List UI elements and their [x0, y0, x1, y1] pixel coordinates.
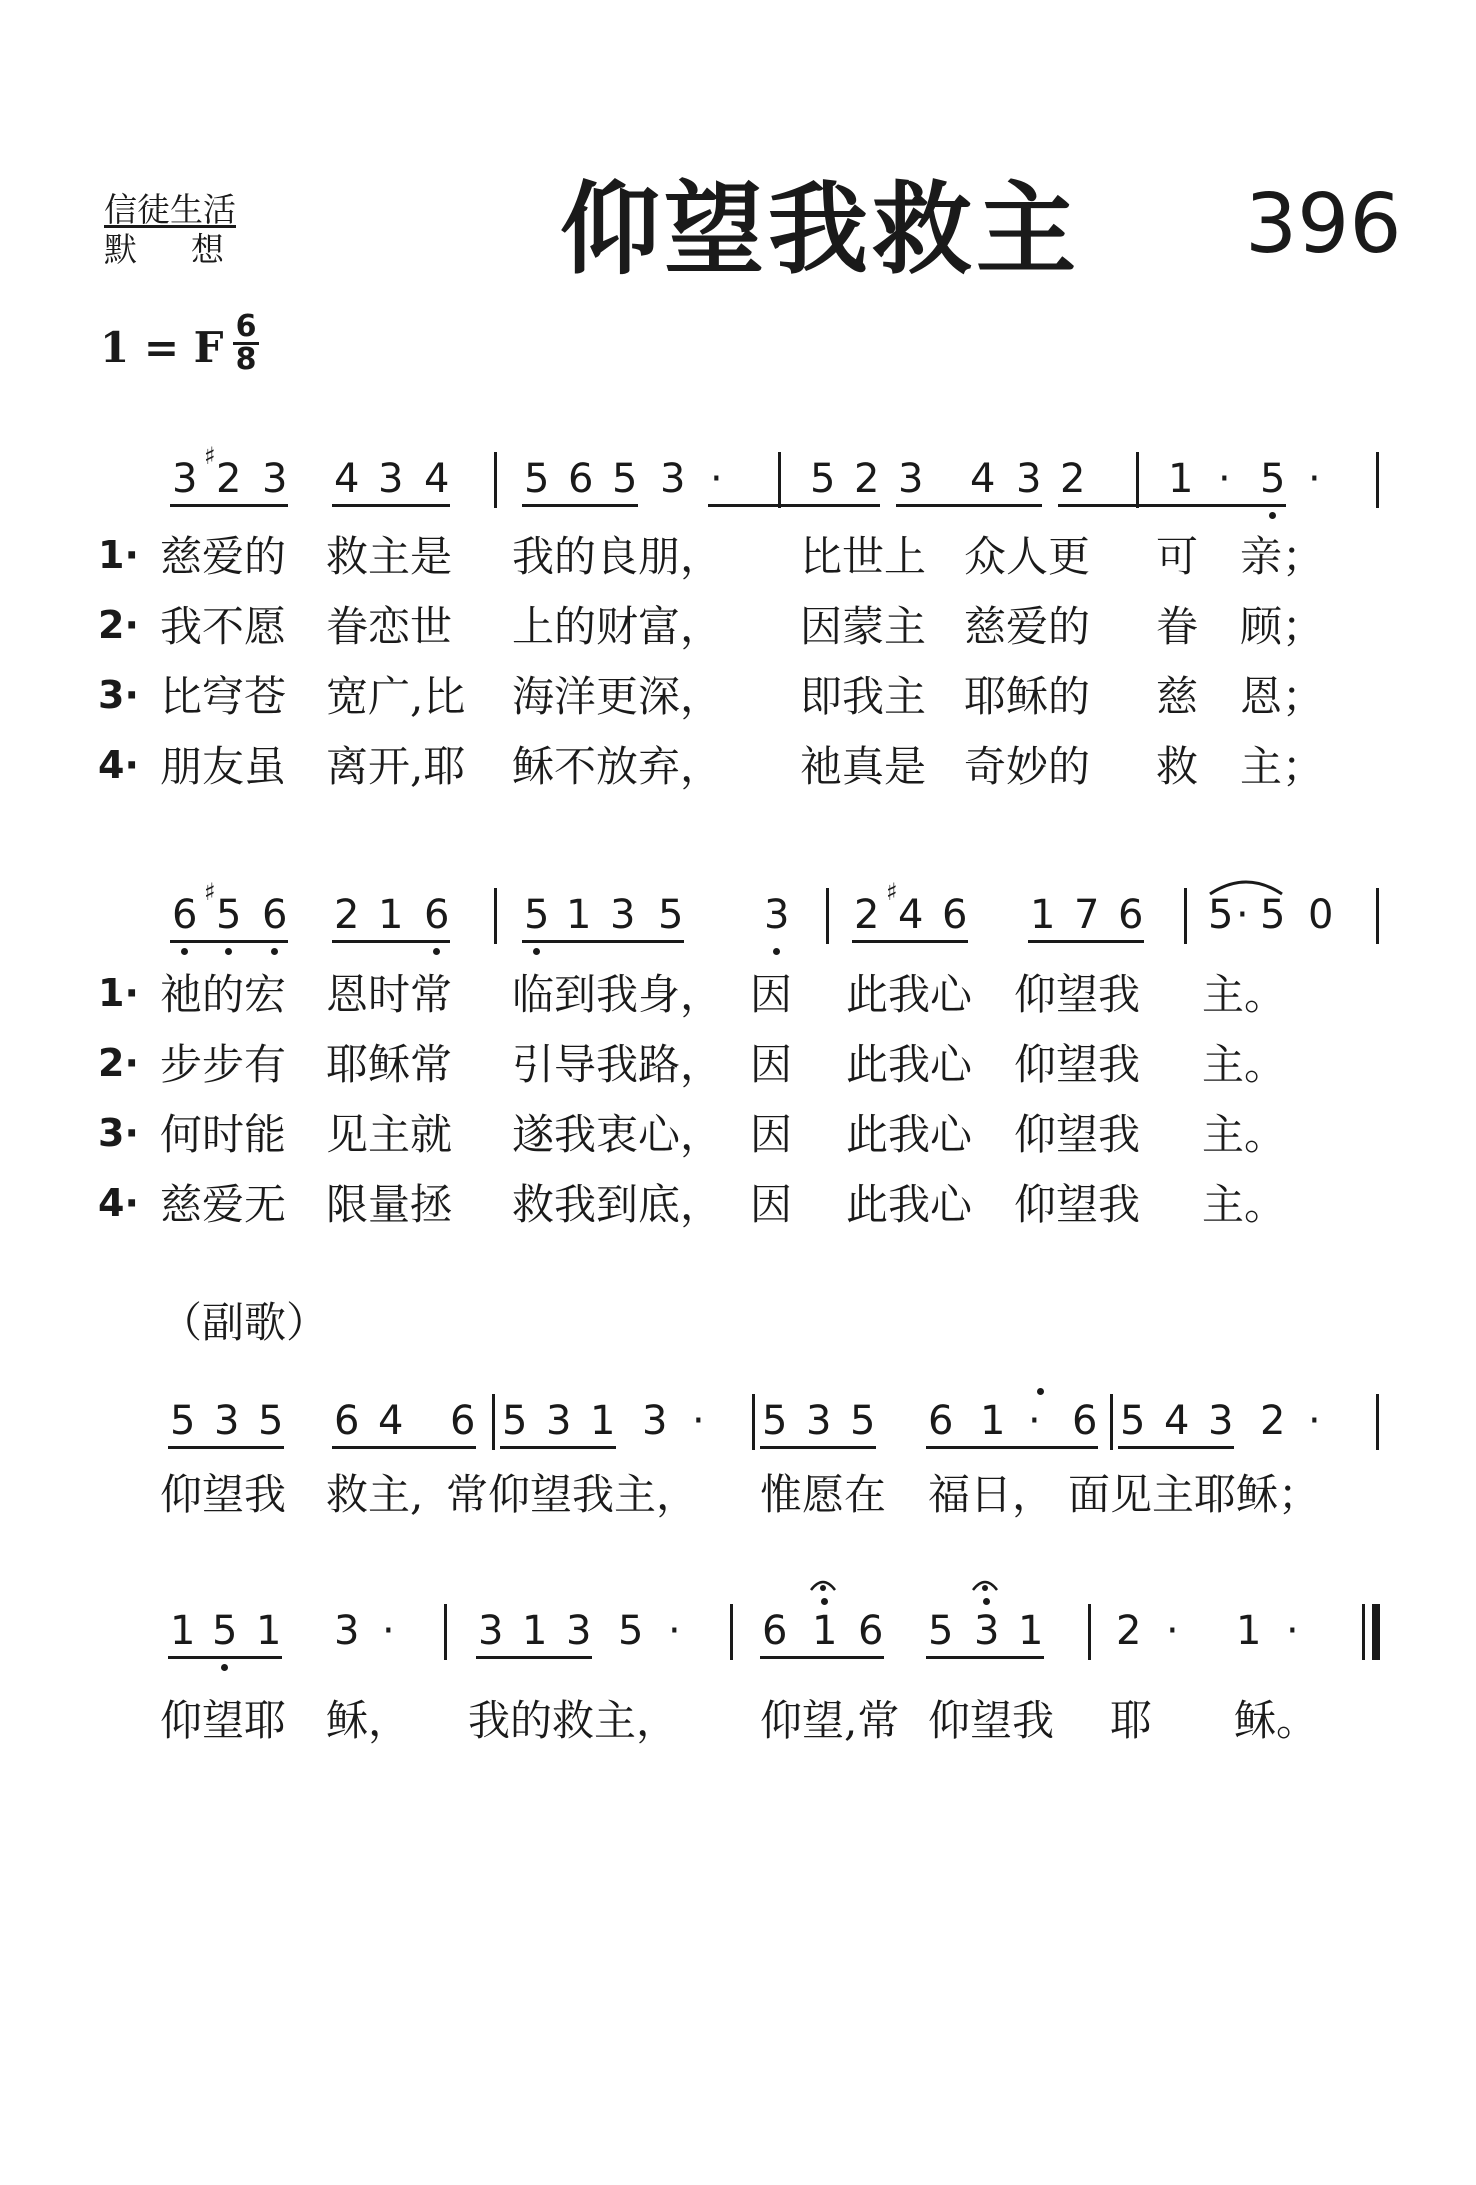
note-token: 6 [262, 892, 288, 938]
note-token: 5 [216, 892, 242, 938]
beam-underline [332, 940, 450, 943]
verse-number: 2· [98, 603, 139, 647]
note-token: 4 [378, 1398, 404, 1444]
bar-line [494, 452, 497, 508]
note-token: 4 [898, 892, 924, 938]
beam-underline [926, 1656, 1044, 1659]
note-token: 3 [262, 456, 288, 502]
note-token: 1 [980, 1398, 1006, 1444]
note-token: 5 [502, 1398, 528, 1444]
beam-underline [170, 940, 288, 943]
sharp-sign: ♯ [204, 442, 216, 470]
refrain-lyric: 稣， [326, 1696, 411, 1745]
beam-underline [760, 1446, 876, 1449]
time-signature-bottom: 8 [235, 342, 257, 377]
beam-underline [1058, 504, 1286, 507]
refrain-lyric: 惟愿在 [760, 1470, 887, 1519]
bar-line [444, 1604, 447, 1660]
sharp-sign: ♯ [204, 878, 216, 906]
bar-line [778, 452, 781, 508]
note-token: 6 [172, 892, 198, 938]
note-token: 5 [170, 1398, 196, 1444]
lyric-syllable-group: 步步有 [160, 1040, 287, 1089]
octave-dot [181, 948, 188, 955]
verse-number: 3· [98, 1111, 139, 1155]
note-token: 6 [424, 892, 450, 938]
beam-underline [170, 504, 288, 507]
note-token: 1 [812, 1608, 838, 1654]
octave-dot [821, 1598, 828, 1605]
beam-underline [168, 1446, 284, 1449]
slur-mark [1206, 876, 1286, 896]
refrain-lyric: 稣。 [1234, 1696, 1319, 1745]
note-token: 1 [256, 1608, 282, 1654]
lyric-syllable-group: 眷 [1156, 602, 1199, 651]
lyric-syllable-group: 此我心 [846, 1040, 973, 1089]
verse-number: 1· [98, 971, 139, 1015]
note-token: 6 [762, 1608, 788, 1654]
lyric-syllable-group: 仰望我 [1014, 1180, 1141, 1229]
fermata-mark [970, 1574, 1000, 1594]
beam-underline [896, 504, 1042, 507]
lyric-syllable-group: 何时能 [160, 1110, 287, 1159]
refrain-lyric: 仰望耶 [160, 1696, 287, 1745]
note-token: 5 [618, 1608, 644, 1654]
lyric-syllable-group: 因 [750, 1040, 793, 1089]
lyric-syllable-group: 奇妙的 [964, 742, 1091, 791]
octave-dot [1269, 512, 1276, 519]
note-token: 4 [424, 456, 450, 502]
lyric-syllable-group: 主； [1240, 742, 1325, 791]
category-line-1: 信徒生活 [104, 190, 236, 229]
note-token: 6 [1118, 892, 1144, 938]
lyric-syllable-group: 顾； [1240, 602, 1325, 651]
beam-underline [926, 1446, 1098, 1449]
lyric-syllable-group: 仰望我 [1014, 1040, 1141, 1089]
lyric-syllable-group: 祂的宏 [160, 970, 287, 1019]
note-token: 1 [378, 892, 404, 938]
note-token: 5 [524, 456, 550, 502]
octave-dot [983, 1598, 990, 1605]
verse-number: 3· [98, 673, 139, 717]
note-token: 1 [566, 892, 592, 938]
lyric-syllable-group: 亲； [1240, 532, 1325, 581]
duration-dot: · [1308, 1398, 1321, 1444]
lyric-syllable-group: 主。 [1202, 970, 1287, 1019]
lyric-syllable-group: 临到我身， [512, 970, 723, 1019]
note-token: 2 [334, 892, 360, 938]
note-token: 4 [1164, 1398, 1190, 1444]
octave-dot [773, 948, 780, 955]
bar-line [730, 1604, 733, 1660]
category-line-2: 默想 [104, 230, 278, 269]
lyric-syllable-group: 主。 [1202, 1040, 1287, 1089]
lyric-syllable-group: 救我到底， [512, 1180, 723, 1229]
key-signature: 1 = F [100, 323, 224, 372]
time-signature-top: 6 [233, 312, 259, 345]
beam-underline [708, 504, 880, 507]
note-token: 3 [764, 892, 790, 938]
note-token: 3 [566, 1608, 592, 1654]
duration-dot: · [382, 1608, 395, 1654]
bar-line [492, 1394, 495, 1450]
lyric-syllable-group: 主。 [1202, 1110, 1287, 1159]
lyric-syllable-group: 离开,耶 [326, 742, 466, 791]
lyric-syllable-group: 即我主 [800, 672, 927, 721]
lyric-syllable-group: 因 [750, 1110, 793, 1159]
time-signature [228, 309, 264, 377]
duration-dot: · [668, 1608, 681, 1654]
refrain-lyric: 救主, [326, 1470, 424, 1519]
note-token: 2 [1116, 1608, 1142, 1654]
bar-line [1088, 1604, 1091, 1660]
lyric-syllable-group: 耶稣常 [326, 1040, 453, 1089]
note-token: 1 [170, 1608, 196, 1654]
duration-dot: · [710, 456, 723, 502]
lyric-syllable-group: 此我心 [846, 1110, 973, 1159]
lyric-syllable-group: 可 [1156, 532, 1199, 581]
duration-dot: · [692, 1398, 705, 1444]
duration-dot: · [1286, 1608, 1299, 1654]
lyric-syllable-group: 此我心 [846, 970, 973, 1019]
refrain-lyric: 常仰望我主， [446, 1470, 699, 1519]
hymn-number: 396 [1245, 177, 1402, 272]
verse-number: 2· [98, 1041, 139, 1085]
note-token: 0 [1308, 892, 1334, 938]
note-token: 1 [1030, 892, 1056, 938]
fermata-mark [808, 1574, 838, 1594]
lyric-syllable-group: 慈爱的 [964, 602, 1091, 651]
bar-line [1110, 1394, 1113, 1450]
hymn-title: 仰望我救主 [560, 171, 1080, 288]
beam-underline [476, 1656, 592, 1659]
lyric-syllable-group: 救主是 [326, 532, 453, 581]
note-token: 6 [450, 1398, 476, 1444]
duration-dot: · [1028, 1398, 1041, 1444]
beam-underline [332, 1446, 476, 1449]
duration-dot: · [1218, 456, 1231, 502]
lyric-syllable-group: 比穹苍 [160, 672, 287, 721]
refrain-lyric: 面见主耶稣； [1068, 1470, 1321, 1519]
lyric-syllable-group: 遂我衷心， [512, 1110, 723, 1159]
lyric-syllable-group: 因 [750, 970, 793, 1019]
lyric-syllable-group: 救 [1156, 742, 1199, 791]
lyric-syllable-group: 耶稣的 [964, 672, 1091, 721]
duration-dot: · [1308, 456, 1321, 502]
lyric-syllable-group: 祂真是 [800, 742, 927, 791]
note-token: 5 [258, 1398, 284, 1444]
note-token: 3 [660, 456, 686, 502]
octave-dot [1037, 1388, 1044, 1395]
lyric-syllable-group: 此我心 [846, 1180, 973, 1229]
category-label [104, 190, 278, 270]
note-token: 3 [378, 456, 404, 502]
beam-underline [168, 1656, 282, 1659]
lyric-syllable-group: 上的财富， [512, 602, 723, 651]
octave-dot [271, 948, 278, 955]
verse-number: 1· [98, 533, 139, 577]
lyric-syllable-group: 见主就 [326, 1110, 453, 1159]
lyric-syllable-group: 恩时常 [326, 970, 453, 1019]
beam-underline [1028, 940, 1144, 943]
sharp-sign: ♯ [886, 878, 898, 906]
note-token: 3 [642, 1398, 668, 1444]
note-token: 2 [216, 456, 242, 502]
note-token: 5 [612, 456, 638, 502]
note-token: 6 [334, 1398, 360, 1444]
bar-line [826, 888, 829, 944]
note-token: 4 [970, 456, 996, 502]
lyric-syllable-group: 恩； [1240, 672, 1325, 721]
bar-line [1376, 452, 1379, 508]
note-token: 1 [1018, 1608, 1044, 1654]
duration-dot: · [1166, 1608, 1179, 1654]
lyric-syllable-group: 主。 [1202, 1180, 1287, 1229]
lyric-syllable-group: 引导我路， [512, 1040, 723, 1089]
refrain-lyric: 耶 [1110, 1696, 1153, 1745]
note-token: 3 [334, 1608, 360, 1654]
lyric-syllable-group: 海洋更深， [512, 672, 723, 721]
lyric-syllable-group: 慈爱的 [160, 532, 287, 581]
note-token: 7 [1074, 892, 1100, 938]
note-token: 5 [1260, 456, 1286, 502]
note-token: 5 [850, 1398, 876, 1444]
final-bar-line-thick [1372, 1604, 1380, 1660]
note-token: 5 [524, 892, 550, 938]
bar-line [494, 888, 497, 944]
bar-line [1136, 452, 1139, 508]
note-token: 5 [658, 892, 684, 938]
note-token: 3 [478, 1608, 504, 1654]
refrain-lyric: 仰望我 [928, 1696, 1055, 1745]
lyric-syllable-group: 慈 [1156, 672, 1199, 721]
note-token: 3 [898, 456, 924, 502]
note-token: 6 [858, 1608, 884, 1654]
lyric-syllable-group: 慈爱无 [160, 1180, 287, 1229]
lyric-syllable-group: 比世上 [800, 532, 927, 581]
note-token: 1 [522, 1608, 548, 1654]
verse-number: 4· [98, 743, 139, 787]
refrain-label: （副歌） [160, 1298, 329, 1347]
note-token: 3 [546, 1398, 572, 1444]
note-token: 5 [1260, 892, 1286, 938]
note-token: 5 [928, 1608, 954, 1654]
bar-line [1376, 1394, 1379, 1450]
lyric-syllable-group: 众人更 [964, 532, 1091, 581]
beam-underline [332, 504, 450, 507]
note-token: 3 [806, 1398, 832, 1444]
lyric-syllable-group: 仰望我 [1014, 970, 1141, 1019]
bar-line [1376, 888, 1379, 944]
octave-dot [225, 948, 232, 955]
final-bar-line-thin [1362, 1604, 1365, 1660]
lyric-syllable-group: 眷恋世 [326, 602, 453, 651]
note-token: 2 [854, 892, 880, 938]
beam-underline [852, 940, 968, 943]
note-token: 1 [1168, 456, 1194, 502]
beam-underline [1118, 1446, 1234, 1449]
lyric-syllable-group: 限量拯 [326, 1180, 453, 1229]
note-token: 6 [942, 892, 968, 938]
note-token: 3 [1208, 1398, 1234, 1444]
octave-dot [433, 948, 440, 955]
note-token: 5 [1208, 892, 1234, 938]
bar-line [1184, 888, 1187, 944]
note-token: 1 [590, 1398, 616, 1444]
lyric-syllable-group: 朋友虽 [160, 742, 287, 791]
note-token: 6 [568, 456, 594, 502]
lyric-syllable-group: 宽广,比 [326, 672, 466, 721]
beam-underline [760, 1656, 884, 1659]
octave-dot [533, 948, 540, 955]
note-token: 3 [172, 456, 198, 502]
note-token: 6 [928, 1398, 954, 1444]
refrain-lyric: 仰望我 [160, 1470, 287, 1519]
note-token: 4 [334, 456, 360, 502]
lyric-syllable-group: 我不愿 [160, 602, 287, 651]
note-token: 5 [810, 456, 836, 502]
note-token: 5 [762, 1398, 788, 1444]
lyric-syllable-group: 仰望我 [1014, 1110, 1141, 1159]
note-token: 3 [974, 1608, 1000, 1654]
refrain-lyric: 仰望,常 [760, 1696, 900, 1745]
bar-line [752, 1394, 755, 1450]
lyric-syllable-group: 因蒙主 [800, 602, 927, 651]
octave-dot [221, 1664, 228, 1671]
verse-number: 4· [98, 1181, 139, 1225]
lyric-syllable-group: 我的良朋， [512, 532, 723, 581]
lyric-syllable-group: 因 [750, 1180, 793, 1229]
duration-dot: · [1236, 892, 1249, 938]
beam-underline [522, 504, 638, 507]
note-token: 6 [1072, 1398, 1098, 1444]
note-token: 5 [212, 1608, 238, 1654]
note-token: 3 [610, 892, 636, 938]
lyric-syllable-group: 稣不放弃， [512, 742, 723, 791]
refrain-lyric: 我的救主， [468, 1696, 679, 1745]
note-token: 3 [214, 1398, 240, 1444]
note-token: 2 [1260, 1398, 1286, 1444]
beam-underline [500, 1446, 616, 1449]
note-token: 2 [1060, 456, 1086, 502]
note-token: 1 [1236, 1608, 1262, 1654]
beam-underline [522, 940, 684, 943]
note-token: 3 [1016, 456, 1042, 502]
note-token: 5 [1120, 1398, 1146, 1444]
refrain-lyric: 福日， [928, 1470, 1055, 1519]
note-token: 2 [854, 456, 880, 502]
